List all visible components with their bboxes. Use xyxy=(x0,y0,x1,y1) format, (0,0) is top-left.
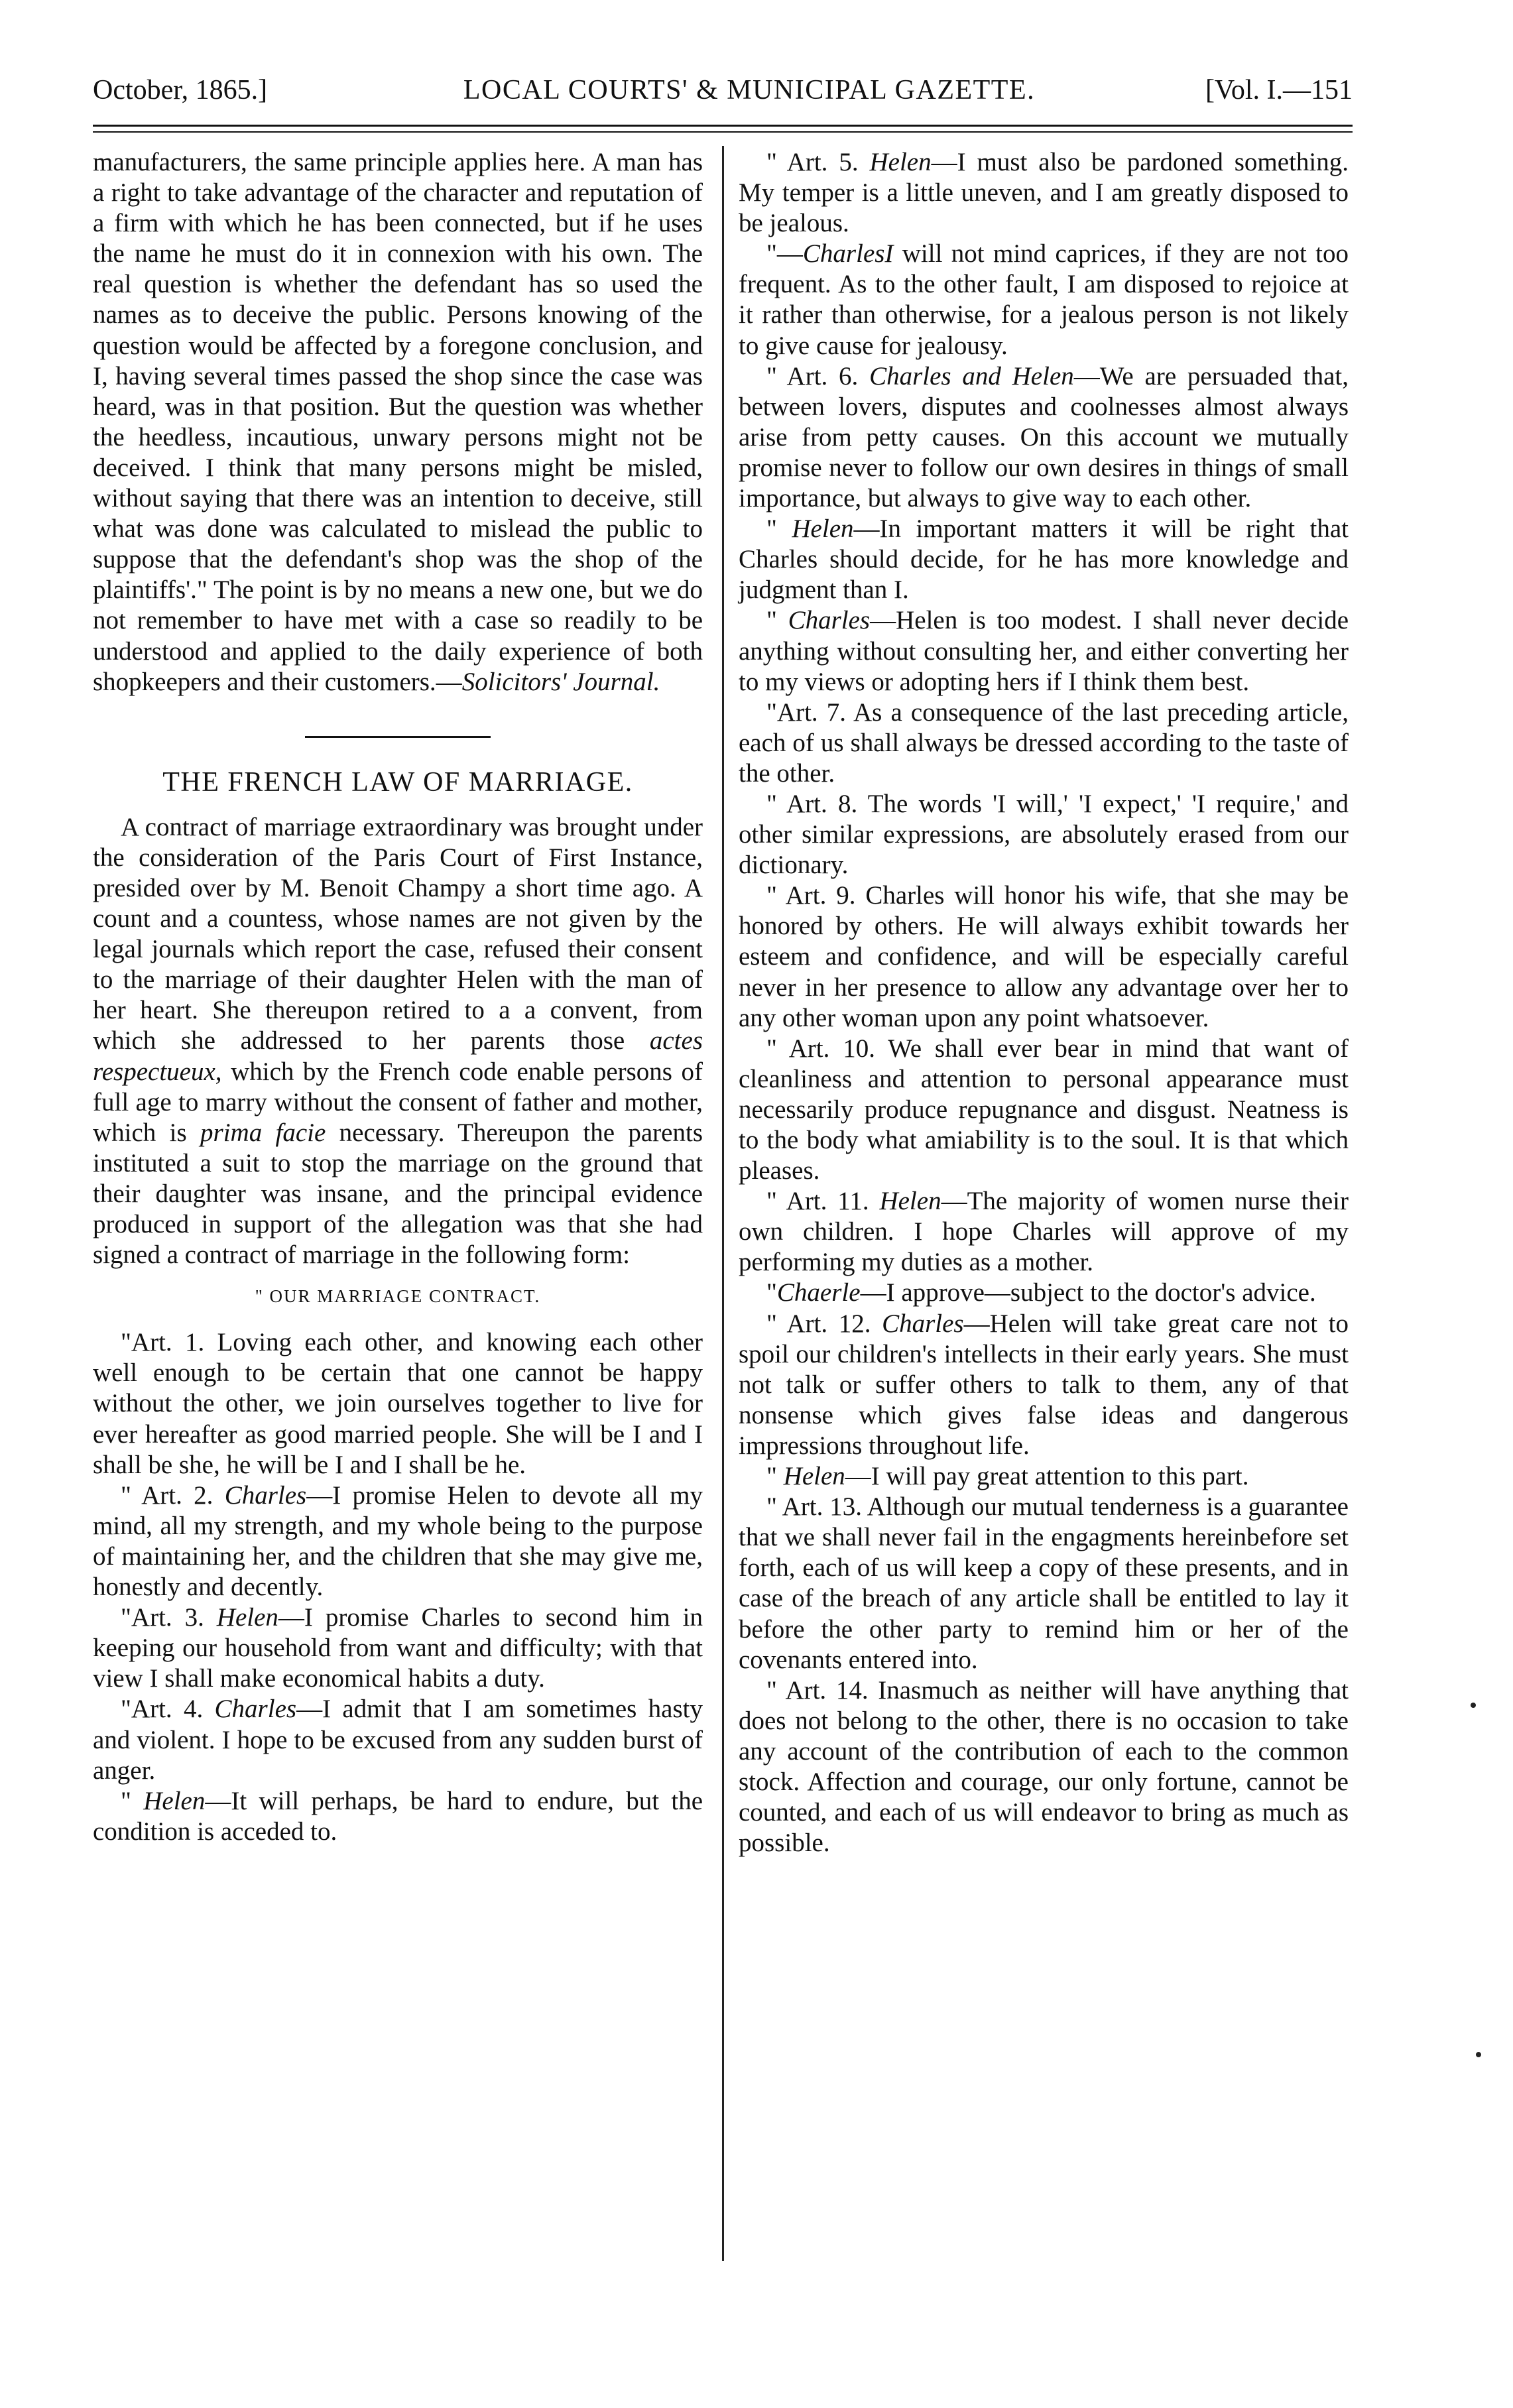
article-5: " Art. 5. Helen—I must also be pardoned something. My temper is a little uneven, and I am greatly disposed to be jealous. xyxy=(739,148,1349,238)
article-separator-rule xyxy=(305,736,491,738)
article-6: " Art. 6. Charles and Helen—We are persuaded that, between lovers, disputes and coolnesses almost always arise from petty causes. On this account we mutually promise never to follow our own desires in things of small importance, but always to give way to each other. xyxy=(739,361,1349,513)
margin-speck xyxy=(1471,1703,1476,1708)
article-12-reply: " Helen—I will pay great attention to this part. xyxy=(766,1462,1249,1491)
article-7: "Art. 7. As a consequence of the last preceding article, each of us shall always be dressed according to the taste of the other. xyxy=(739,697,1349,788)
article-heading: THE FRENCH LAW OF MARRIAGE. xyxy=(162,766,633,798)
contract-heading: " OUR MARRIAGE CONTRACT. xyxy=(255,1286,541,1307)
article-4: "Art. 4. Charles—I admit that I am sometimes hasty and violent. I hope to be excused from any sudden burst of anger. xyxy=(93,1695,703,1785)
header-double-rule xyxy=(93,125,1353,133)
source-citation: Solicitors' Journal. xyxy=(461,667,660,696)
continued-paragraph: manufacturers, the same principle applies here. A man has a right to take advantage of the character and reputation of a firm with which he has been connected, but if he uses the name he must do it in connexion with his own. The real question is whether the defendant has so used the names as to deceive the public. Persons knowing of the question would be affected by a foregone conclusion, and I, having several times passed the shop since the case was heard, was in that position. But the question was whether the heedless, incautious, unwary persons might not be deceived. I think that many persons might be misled, without saying that there was an intention to deceive, still what was done was calculated to mislead the public to suppose that the defendant's shop was the shop of the plaintiffs'." The point is by no means a new one, but we do not remember to have met with a case so readily to be understood and applied to the daily experience of both shopkeepers and their customers.—Solicitors' Journal. xyxy=(93,148,703,696)
article-4-reply: " Helen—It will perhaps, be hard to endure, but the condition is acceded to. xyxy=(93,1786,703,1846)
article-5-reply: "—CharlesI will not mind caprices, if they are not too frequent. As to the other fault, I am disposed to rejoice at it rather than otherwise, for a jealous person is not likely to give cause for jealousy. xyxy=(739,239,1349,360)
article-11-reply: "Chaerle—I approve—subject to the doctor's advice. xyxy=(766,1278,1316,1307)
publication-title: LOCAL COURTS' & MUNICIPAL GAZETTE. xyxy=(463,75,1036,105)
article-2: " Art. 2. Charles—I promise Helen to devote all my mind, all my strength, and my whole being to the purpose of maintaining her, and the children that she may give me, honestly and decently. xyxy=(93,1480,703,1602)
right-column xyxy=(739,147,1349,1858)
volume-page-number: [Vol. I.—151 xyxy=(1205,75,1353,105)
article-13: " Art. 13. Although our mutual tenderness is a guarantee that we shall never fail in the engagments hereinbefore set forth, each of us will keep a copy of these presents, and in case of the breach of any article shall be entitled to lay it before the other party to remind him or her of the covenants entered into. xyxy=(739,1492,1349,1674)
article-10: " Art. 10. We shall ever bear in mind that want of cleanliness and attention to personal appearance must necessarily produce repugnance and disgust. Neatness is to the body what amiability is to the soul. It is that which pleases. xyxy=(739,1034,1349,1185)
left-column xyxy=(93,147,703,1847)
article-3: "Art. 3. Helen—I promise Charles to second him in keeping our household from want and difficulty; with that view I shall make economical habits a duty. xyxy=(93,1603,703,1693)
margin-speck xyxy=(1476,2052,1481,2057)
article-9: " Art. 9. Charles will honor his wife, that she may be honored by others. He will always exhibit towards her esteem and confidence, and will be especially careful never in her presence to allow any advantage over her to any other woman upon any point whatsoever. xyxy=(739,881,1349,1032)
article-8: " Art. 8. The words 'I will,' 'I expect,' 'I require,' and other similar expressions, are absolutely erased from our dictionary. xyxy=(739,789,1349,880)
article-12: " Art. 12. Charles—Helen will take great care not to spoil our children's intellects in their early years. She must not talk or suffer others to talk to them, any of that nonsense which gives false ideas and dangerous impressions throughout life. xyxy=(739,1309,1349,1460)
article-14: " Art. 14. Inasmuch as neither will have anything that does not belong to the other, there is no occasion to take any account of the contribution of each to the common stock. Affection and courage, our only fortune, cannot be counted, and each of us will endeavor to bring as much as possible. xyxy=(739,1675,1349,1858)
running-head xyxy=(93,74,1353,117)
article-1: "Art. 1. Loving each other, and knowing each other well enough to be certain that one cannot be happy without the other, we join ourselves together to live for ever hereafter as good married people. She will be I and I shall be she, he will be I and I shall be he. xyxy=(93,1328,703,1479)
article-11: " Art. 11. Helen—The majority of women nurse their own children. I hope Charles will approve of my performing my duties as a mother. xyxy=(739,1187,1349,1277)
article-6-charles: " Charles—Helen is too modest. I shall never decide anything without consulting her, and either converting her to my views or adopting hers if I think them best. xyxy=(739,606,1349,696)
issue-date: October, 1865.] xyxy=(93,75,268,105)
article-6-helen: " Helen—In important matters it will be right that Charles should decide, for he has more knowledge and judgment than I. xyxy=(739,514,1349,605)
intro-paragraph: A contract of marriage extraordinary was brought under the consideration of the Paris Court of First Instance, presided over by M. Benoit Champy a short time ago. A count and a countess, whose names are not given by the legal journals which report the case, refused their consent to the marriage of their daughter Helen with the man of her heart. She thereupon retired to a a convent, from which she addressed to her parents those actes respectueux, which by the French code enable persons of full age to marry without the consent of father and mother, which is prima facie necessary. Thereupon the parents instituted a suit to stop the marriage on the ground that their daughter was insane, and the principal evidence produced in support of the allegation was that she had signed a contract of marriage in the following form: xyxy=(93,812,703,1270)
column-divider xyxy=(722,146,724,2261)
